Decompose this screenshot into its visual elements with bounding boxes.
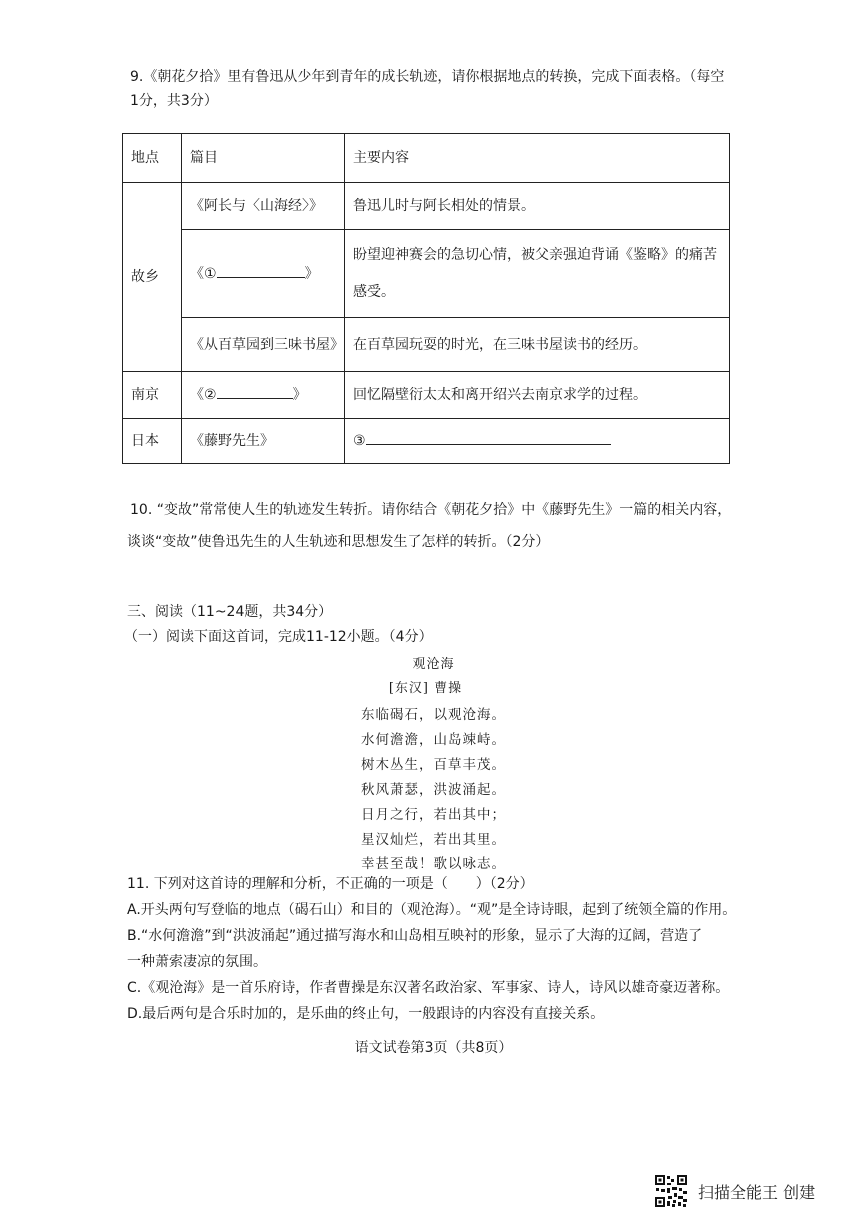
cell-title: 《从百草园到三味书屋》 <box>182 318 345 372</box>
cell-title: 《藤野先生》 <box>182 419 345 464</box>
poem-line: 水何澹澹，山岛竦峙。 <box>361 732 506 748</box>
answer-blank-2[interactable] <box>217 384 293 399</box>
header-content: 主要内容 <box>345 134 730 183</box>
answer-blank-3[interactable] <box>366 430 611 445</box>
poem-line: 幸甚至哉！歌以咏志。 <box>361 856 506 872</box>
poem-line: 日月之行，若出其中； <box>361 807 506 823</box>
cell-content: 盼望迎神赛会的急切心情，被父亲强迫背诵《鉴略》的痛苦 感受。 <box>345 230 730 318</box>
cell-place-nanjing: 南京 <box>123 372 182 419</box>
header-title: 篇目 <box>182 134 345 183</box>
q11-option-b-cont: 一种萧索凄凉的氛围。 <box>127 954 267 970</box>
cell-place-japan: 日本 <box>123 419 182 464</box>
q9-line2: 1分，共3分） <box>130 93 218 109</box>
cell-content-blank-3: ③ <box>345 419 730 464</box>
qr-code-icon <box>654 1174 688 1208</box>
table-row <box>123 230 730 318</box>
q11-option-b: B.“水何澹澹”到“洪波涌起”通过描写海水和山岛相互映衬的形象，显示了大海的辽阔，营造了 <box>127 928 703 944</box>
table-row <box>123 372 730 419</box>
table-row <box>123 318 730 372</box>
q11-option-d: D.最后两句是合乐时加的，是乐曲的终止句，一般跟诗的内容没有直接关系。 <box>127 1006 605 1022</box>
cell-title-blank-1: 《① 》 <box>182 230 345 318</box>
cell-content: 在百草园玩耍的时光，在三味书屋读书的经历。 <box>345 318 730 372</box>
poem-line: 东临碣石，以观沧海。 <box>361 707 506 723</box>
q9-line1: 9.《朝花夕拾》里有鲁迅从少年到青年的成长轨迹，请你根据地点的转换，完成下面表格。（每空 <box>130 69 725 85</box>
itinerary-table <box>122 133 730 464</box>
q11-option-c: C.《观沧海》是一首乐府诗，作者曹操是东汉著名政治家、军事家、诗人，诗风以雄奇豪迈著称。 <box>127 980 730 996</box>
section-subheading: （一）阅读下面这首词，完成11-12小题。（4分） <box>124 629 433 645</box>
poem-line: 星汉灿烂，若出其里。 <box>361 832 506 848</box>
poem-line: 秋风萧瑟，洪波涌起。 <box>361 782 506 798</box>
table-row <box>123 183 730 230</box>
poem-title: 观沧海 <box>412 657 455 672</box>
q10-line1: 10. “变故”常常使人生的轨迹发生转折。请你结合《朝花夕拾》中《藤野先生》一篇的相关内容， <box>130 502 732 518</box>
poem-author: [东汉] 曹操 <box>388 681 463 696</box>
cell-title-blank-2: 《② 》 <box>182 372 345 419</box>
poem-line: 树木丛生，百草丰茂。 <box>361 757 506 773</box>
watermark-text: 扫描全能王 创建 <box>698 1183 816 1202</box>
table-row <box>123 419 730 464</box>
cell-content: 鲁迅儿时与阿长相处的情景。 <box>345 183 730 230</box>
table-header-row <box>123 134 730 183</box>
cell-title: 《阿长与〈山海经〉》 <box>182 183 345 230</box>
section-heading: 三、阅读（11~24题，共34分） <box>127 604 333 620</box>
cell-content: 回忆隔壁衍太太和离开绍兴去南京求学的过程。 <box>345 372 730 419</box>
page-footer: 语文试卷第3页（共8页） <box>354 1040 513 1056</box>
header-place: 地点 <box>123 134 182 183</box>
answer-blank-1[interactable] <box>217 263 305 278</box>
cell-place-hometown: 故乡 <box>123 183 182 372</box>
q11-option-a: A.开头两句写登临的地点（碣石山）和目的（观沧海）。“观”是全诗诗眼，起到了统领全篇的作用。 <box>127 902 737 918</box>
q10-line2: 谈谈“变故”使鲁迅先生的人生轨迹和思想发生了怎样的转折。（2分） <box>127 534 550 550</box>
q11-stem: 11. 下列对这首诗的理解和分析，不正确的一项是（ ）（2分） <box>127 876 534 892</box>
